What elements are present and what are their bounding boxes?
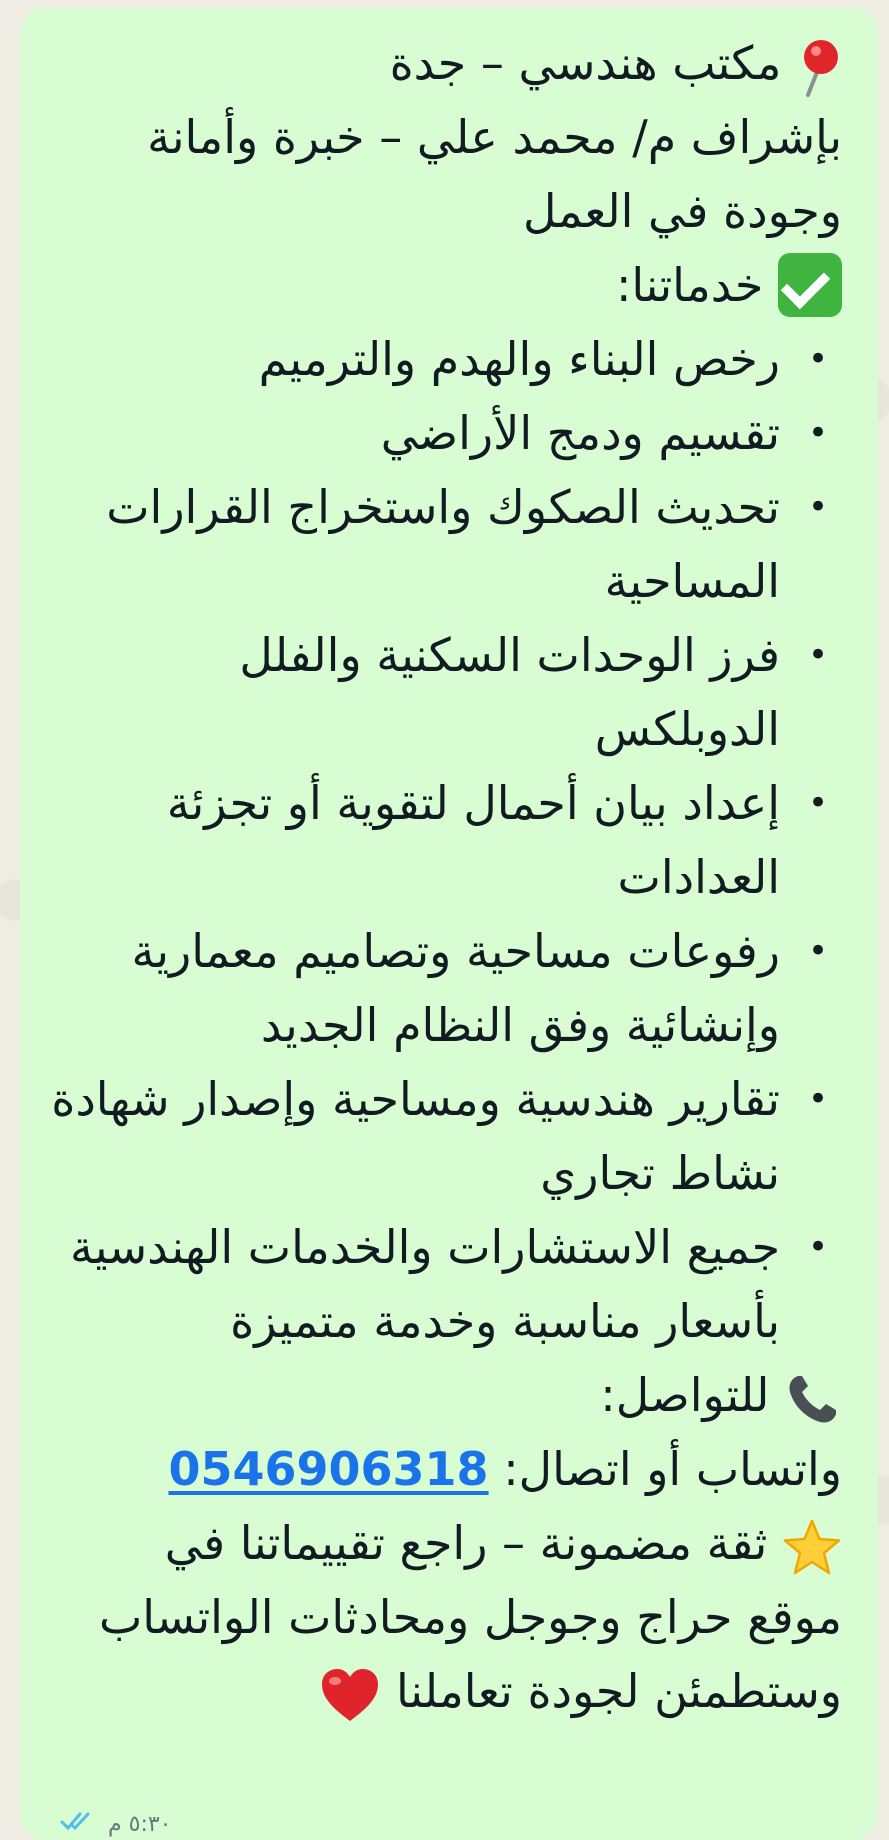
services-title: خدماتنا: — [615, 258, 764, 312]
contact-title: للتواصل: — [600, 1368, 770, 1422]
list-item — [22, 1210, 842, 1358]
list-item — [22, 914, 842, 1062]
list-item — [22, 470, 842, 618]
service-text: تحديث الصكوك واستخراج القرارات — [106, 480, 780, 534]
check-mark-button-icon — [778, 253, 842, 317]
service-text-cont: نشاط تجاري — [540, 1146, 780, 1200]
bullet: • — [807, 635, 828, 675]
service-text: جميع الاستشارات والخدمات الهندسية — [70, 1220, 780, 1274]
trust-text-3: وستطمئن لجودة تعاملنا — [396, 1664, 842, 1718]
intro-line-2: وجودة في العمل — [523, 184, 842, 238]
list-item — [22, 618, 842, 766]
phone-number-link[interactable]: 0546906318 — [168, 1442, 489, 1496]
message-time: ٥:٣٠ م — [108, 1811, 172, 1837]
bullet: • — [807, 783, 828, 823]
service-text: تقسيم ودمج الأراضي — [380, 406, 780, 460]
round-pushpin-icon — [796, 37, 842, 97]
list-item — [22, 396, 842, 470]
bullet: • — [807, 1079, 828, 1119]
service-text: رخص البناء والهدم والترميم — [258, 332, 780, 386]
services-title-line — [22, 248, 842, 322]
service-text-cont: العدادات — [617, 850, 780, 904]
service-text: إعداد بيان أحمال لتقوية أو تجزئة — [166, 776, 780, 830]
header-line — [22, 26, 842, 100]
contact-line — [22, 1432, 842, 1506]
services-list — [22, 322, 842, 1358]
trust-line-1 — [22, 1506, 842, 1580]
bullet: • — [807, 413, 828, 453]
list-item — [22, 1062, 842, 1210]
red-heart-icon — [319, 1667, 381, 1723]
trust-line-2: موقع حراج وجوجل ومحادثات الواتساب — [98, 1590, 842, 1644]
list-item — [22, 766, 842, 914]
trust-line-3 — [22, 1654, 842, 1728]
double-check-read-icon — [60, 1810, 94, 1838]
telephone-receiver-icon — [784, 1370, 842, 1428]
bullet: • — [807, 1227, 828, 1267]
message-text[interactable] — [22, 26, 842, 1728]
service-text-cont: الدوبلكس — [594, 702, 780, 756]
service-text-cont: وإنشائية وفق النظام الجديد — [260, 998, 780, 1052]
header-text: مكتب هندسي – جدة — [389, 36, 782, 90]
bullet: • — [807, 931, 828, 971]
trust-text-1: ثقة مضمونة – راجع تقييماتنا في — [164, 1516, 768, 1570]
intro-line-1: بإشراف م/ محمد علي – خبرة وأمانة — [147, 110, 842, 164]
bullet: • — [807, 339, 828, 379]
service-text-cont: المساحية — [604, 554, 780, 608]
service-text-cont: بأسعار مناسبة وخدمة متميزة — [230, 1294, 780, 1348]
service-text: تقارير هندسية ومساحية وإصدار شهادة — [51, 1072, 780, 1126]
message-bubble[interactable] — [20, 8, 878, 1840]
bullet: • — [807, 487, 828, 527]
message-meta — [60, 1808, 172, 1840]
contact-label: واتساب أو اتصال: — [503, 1442, 842, 1496]
star-icon — [782, 1518, 842, 1576]
contact-title-line — [22, 1358, 842, 1432]
service-text: رفوعات مساحية وتصاميم معمارية — [131, 924, 780, 978]
list-item — [22, 322, 842, 396]
service-text: فرز الوحدات السكنية والفلل — [239, 628, 780, 682]
